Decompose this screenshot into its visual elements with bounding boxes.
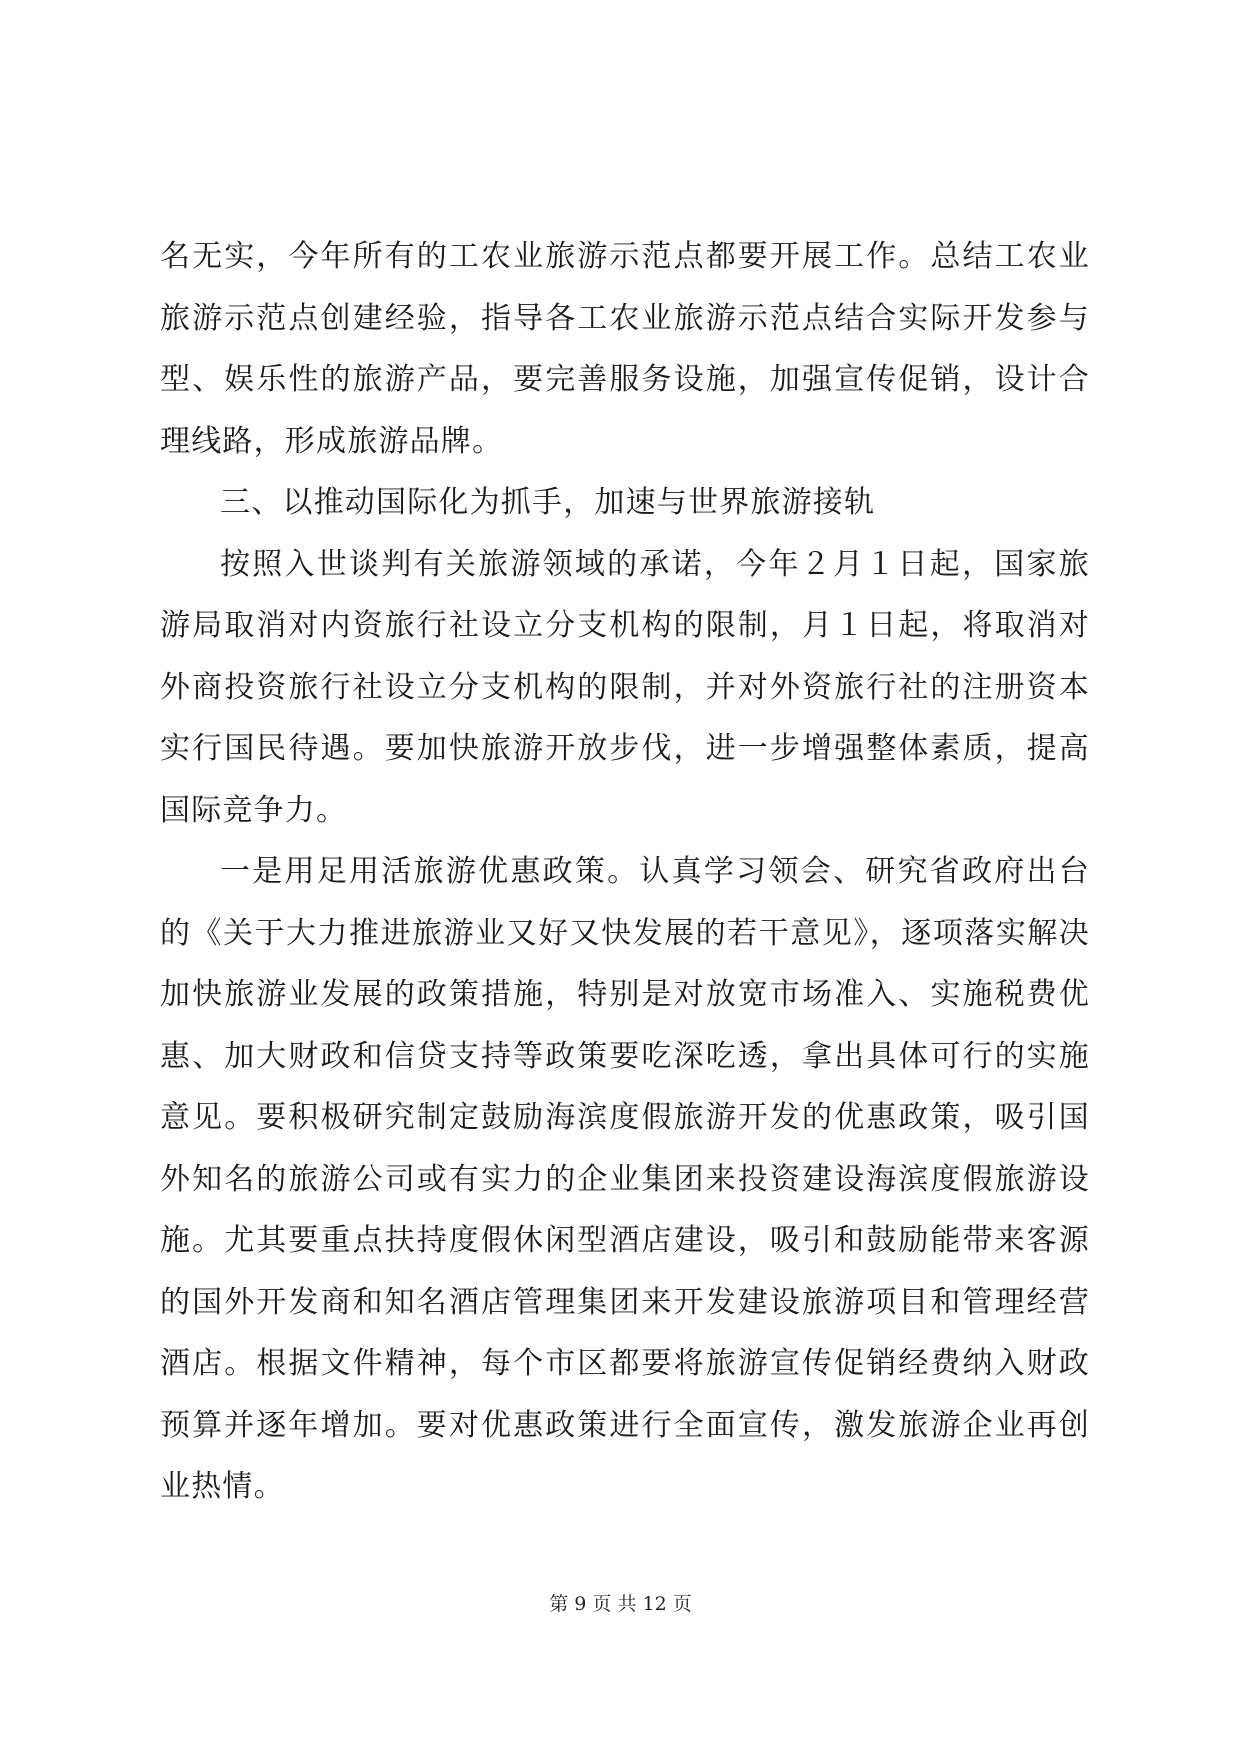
section-heading: 三、以推动国际化为抓手，加速与世界旅游接轨 [220,485,876,520]
page-footer: 第 9 页 共 12 页 [549,1593,692,1615]
document-body [160,226,1090,1518]
paragraph-commitment: 按照入世谈判有关旅游领域的承诺，今年２月１日起，国家旅游局取消对内资旅行社设立分支机构的限制，月１日起，将取消对外商投资旅行社设立分支机构的限制，并对外资旅行社的注册资本实行国民待遇。要加快旅游开放步伐，进一步增强整体素质，提高国际竞争力。 [160,546,1090,828]
paragraph-continuation: 名无实，今年所有的工农业旅游示范点都要开展工作。总结工农业旅游示范点创建经验，指导各工农业旅游示范点结合实际开发参与型、娱乐性的旅游产品，要完善服务设施，加强宣传促销，设计合理线路，形成旅游品牌。 [160,239,1090,459]
paragraph-policy: 一是用足用活旅游优惠政策。认真学习领会、研究省政府出台的《关于大力推进旅游业又好又快发展的若干意见》，逐项落实解决加快旅游业发展的政策措施，特别是对放宽市场准入、实施税费优惠、加大财政和信贷支持等政策要吃深吃透，拿出具体可行的实施意见。要积极研究制定鼓励海滨度假旅游开发的优惠政策，吸引国外知名的旅游公司或有实力的企业集团来投资建设海滨度假旅游设施。尤其要重点扶持度假休闲型酒店建设，吸引和鼓励能带来客源的国外开发商和知名酒店管理集团来开发建设旅游项目和管理经营酒店。根据文件精神，每个市区都要将旅游宣传促销经费纳入财政预算并逐年增加。要对优惠政策进行全面宣传，激发旅游企业再创业热情。 [160,854,1090,1504]
